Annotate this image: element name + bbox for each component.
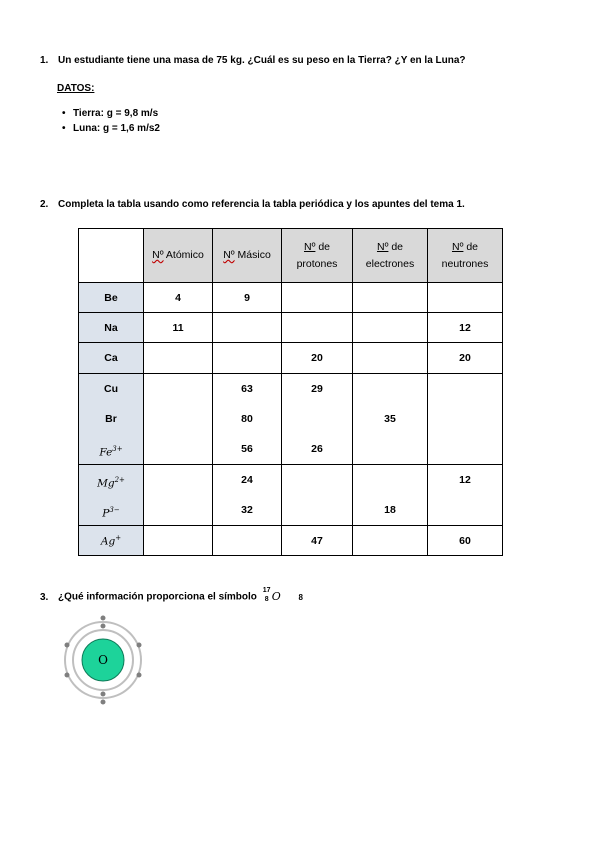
p-cell: 20 — [282, 343, 353, 374]
table-row — [79, 313, 503, 343]
z-cell-group — [144, 465, 213, 526]
n-cell-group: 12 — [428, 465, 503, 526]
n-cell-group — [428, 374, 503, 465]
header-electrones: Nº de electrones — [353, 229, 428, 283]
element-cell: Be — [79, 283, 144, 313]
a-cell-group: 63 80 56 — [213, 374, 282, 465]
nucleus-label: O — [98, 653, 108, 667]
electron — [101, 616, 106, 621]
z-cell: 4 — [144, 283, 213, 313]
element-cell: Ca — [79, 343, 144, 374]
z-cell-group — [144, 374, 213, 465]
header-blank — [79, 229, 144, 283]
table-row-group — [79, 374, 503, 465]
question-number: 3. — [40, 591, 49, 603]
z-cell — [144, 526, 213, 556]
table-row-group — [79, 465, 503, 526]
table-row — [79, 283, 503, 313]
n-cell: 60 — [428, 526, 503, 556]
datos-label: DATOS: — [57, 83, 95, 94]
table-header-row — [79, 229, 503, 283]
question-3 — [40, 587, 303, 604]
p-cell-group: 29 26 — [282, 374, 353, 465]
electron — [65, 673, 70, 678]
question-1 — [40, 55, 466, 66]
question-text: Completa la tabla usando como referencia la tabla periódica y los apuntes del tema 1. — [58, 199, 465, 210]
table-row — [79, 343, 503, 374]
electron — [137, 673, 142, 678]
question-text: ¿Qué información proporciona el símbolo — [58, 591, 257, 603]
p-cell — [282, 313, 353, 343]
header-protones: Nº de protones — [282, 229, 353, 283]
question-2 — [40, 199, 465, 210]
header-neutrones: Nº de neutrones — [428, 229, 503, 283]
element-cell-group: Cu Br $Fe^{3+}$ — [79, 374, 144, 465]
a-cell-group: 24 32 — [213, 465, 282, 526]
question-text: Un estudiante tiene una masa de 75 kg. ¿Cuál es su peso en la Tierra? ¿Y en la Luna? — [58, 55, 466, 66]
table-row — [79, 526, 503, 556]
list-item: • Luna: g = 1,6 m/s2 — [62, 123, 160, 134]
element-cell: Na — [79, 313, 144, 343]
electron — [101, 692, 106, 697]
element-cell-group: $Mg^{2+}$ $P^{3-}$ — [79, 465, 144, 526]
e-cell-group: 18 — [353, 465, 428, 526]
n-cell: 12 — [428, 313, 503, 343]
isotope-symbol: 17 8 O — [262, 587, 281, 603]
list-item: • Tierra: g = 9,8 m/s — [62, 108, 159, 119]
p-cell-group — [282, 465, 353, 526]
electron — [101, 700, 106, 705]
p-cell — [282, 283, 353, 313]
header-masico: Nº Másico — [213, 229, 282, 283]
a-cell — [213, 343, 282, 374]
p-cell: 47 — [282, 526, 353, 556]
e-cell — [353, 313, 428, 343]
z-cell: 11 — [144, 313, 213, 343]
a-cell — [213, 313, 282, 343]
a-cell — [213, 526, 282, 556]
datos-list — [62, 106, 160, 136]
electron — [137, 643, 142, 648]
e-cell — [353, 343, 428, 374]
trailing-number: 8 — [298, 592, 303, 602]
e-cell — [353, 526, 428, 556]
n-cell — [428, 283, 503, 313]
question-number: 1. — [40, 55, 49, 66]
electron — [101, 624, 106, 629]
n-cell: 20 — [428, 343, 503, 374]
e-cell-group: 35 — [353, 374, 428, 465]
element-table — [78, 228, 503, 556]
element-cell: Ag+ — [79, 526, 144, 556]
question-number: 2. — [40, 199, 49, 210]
electron — [65, 643, 70, 648]
header-atomico: Nº Atómico — [144, 229, 213, 283]
atom-diagram — [58, 615, 148, 705]
a-cell: 9 — [213, 283, 282, 313]
z-cell — [144, 343, 213, 374]
e-cell — [353, 283, 428, 313]
